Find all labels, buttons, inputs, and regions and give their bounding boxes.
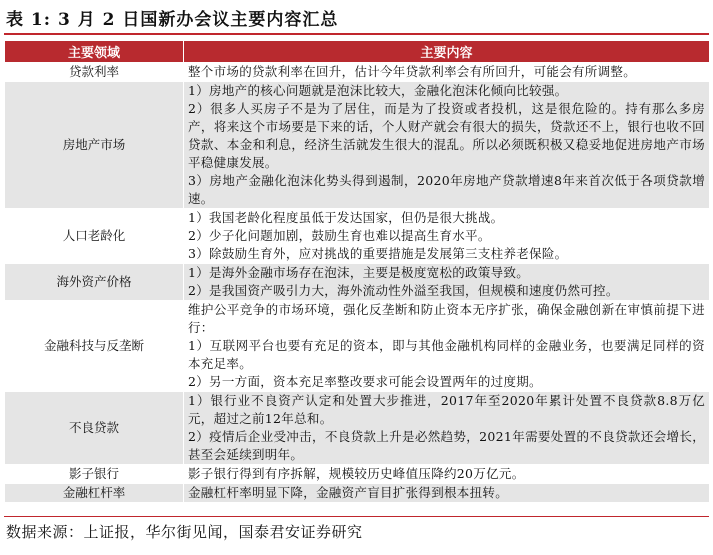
row-category: 人口老龄化 (5, 209, 184, 264)
table-row (5, 63, 710, 82)
table-row (5, 82, 710, 209)
content-line: 2）少子化问题加剧，鼓励生育也难以提高生育水平。 (188, 228, 491, 243)
row-category: 影子银行 (5, 465, 184, 484)
table-row (5, 392, 710, 465)
source-note: 数据来源：上证报，华尔街见闻，国泰君安证券研究 (6, 523, 363, 541)
row-content (184, 301, 710, 392)
table-title: 表 1: 3 月 2 日国新办会议主要内容汇总 (6, 10, 339, 30)
header-content: 主要内容 (184, 41, 710, 63)
content-line: 2）另一方面，资本充足率整改要求可能会设置两年的过度期。 (188, 374, 542, 389)
row-category: 不良贷款 (5, 392, 184, 465)
row-category: 金融科技与反垄断 (5, 301, 184, 392)
content-line: 影子银行得到有序拆解，规模较历史峰值压降约20万亿元。 (188, 466, 525, 481)
row-content (184, 63, 710, 82)
table-row (5, 301, 710, 392)
row-category: 贷款利率 (5, 63, 184, 82)
table-row (5, 484, 710, 503)
content-line: 1）是海外金融市场存在泡沫，主要是极度宽松的政策导致。 (188, 265, 530, 280)
title-rule (4, 33, 709, 35)
row-content (184, 392, 710, 465)
row-content (184, 82, 710, 209)
content-line: 3）房地产金融化泡沫化势头得到遏制，2020年房地产贷款增速8年来首次低于各项贷款增速。 (188, 173, 705, 206)
bottom-rule (4, 516, 709, 517)
table-row (5, 465, 710, 484)
header-row (5, 41, 710, 63)
row-content (184, 264, 710, 301)
content-line: 2）疫情后企业受冲击，不良贷款上升是必然趋势，2021年需要处置的不良贷款还会增长，甚至会延续到明年。 (188, 429, 705, 462)
row-category: 海外资产价格 (5, 264, 184, 301)
content-line: 3）除鼓励生育外，应对挑战的重要措施是发展第三支柱养老保险。 (188, 246, 568, 261)
row-content (184, 484, 710, 503)
content-line: 1）房地产的核心问题就是泡沫比较大，金融化泡沫化倾向比较强。 (188, 83, 568, 98)
content-line: 1）互联网平台也要有充足的资本，即与其他金融机构同样的金融业务，也要满足同样的资本充足率。 (188, 338, 705, 371)
content-line: 2）很多人买房子不是为了居住，而是为了投资或者投机，这是很危险的。持有那么多房产，将来这个市场要是下来的话，个人财产就会有很大的损失，贷款还不上，银行也收不回贷款、本金和利息，经济生活就发生很大的混乱。所以必须既积极又稳妥地促进房地产市场平稳健康发展。 (188, 101, 705, 170)
row-category: 金融杠杆率 (5, 484, 184, 503)
row-content (184, 209, 710, 264)
content-line: 1）我国老龄化程度虽低于发达国家，但仍是很大挑战。 (188, 210, 504, 225)
summary-table (4, 40, 710, 503)
row-content (184, 465, 710, 484)
table-row (5, 264, 710, 301)
content-line: 1）银行业不良资产认定和处置大步推进，2017年至2020年累计处置不良贷款8.8万亿元，超过之前12年总和。 (188, 393, 705, 426)
content-line: 金融杠杆率明显下降，金融资产盲目扩张得到根本扭转。 (188, 485, 509, 500)
content-line: 维护公平竞争的市场环境，强化反垄断和防止资本无序扩张，确保金融创新在审慎前提下进行： (188, 302, 705, 335)
table-row (5, 209, 710, 264)
header-area: 主要领域 (5, 41, 184, 63)
row-category: 房地产市场 (5, 82, 184, 209)
content-line: 整个市场的贷款利率在回升，估计今年贷款利率会有所回升，可能会有所调整。 (188, 64, 637, 79)
content-line: 2）是我国资产吸引力大，海外流动性外溢至我国，但规模和速度仍然可控。 (188, 283, 619, 298)
